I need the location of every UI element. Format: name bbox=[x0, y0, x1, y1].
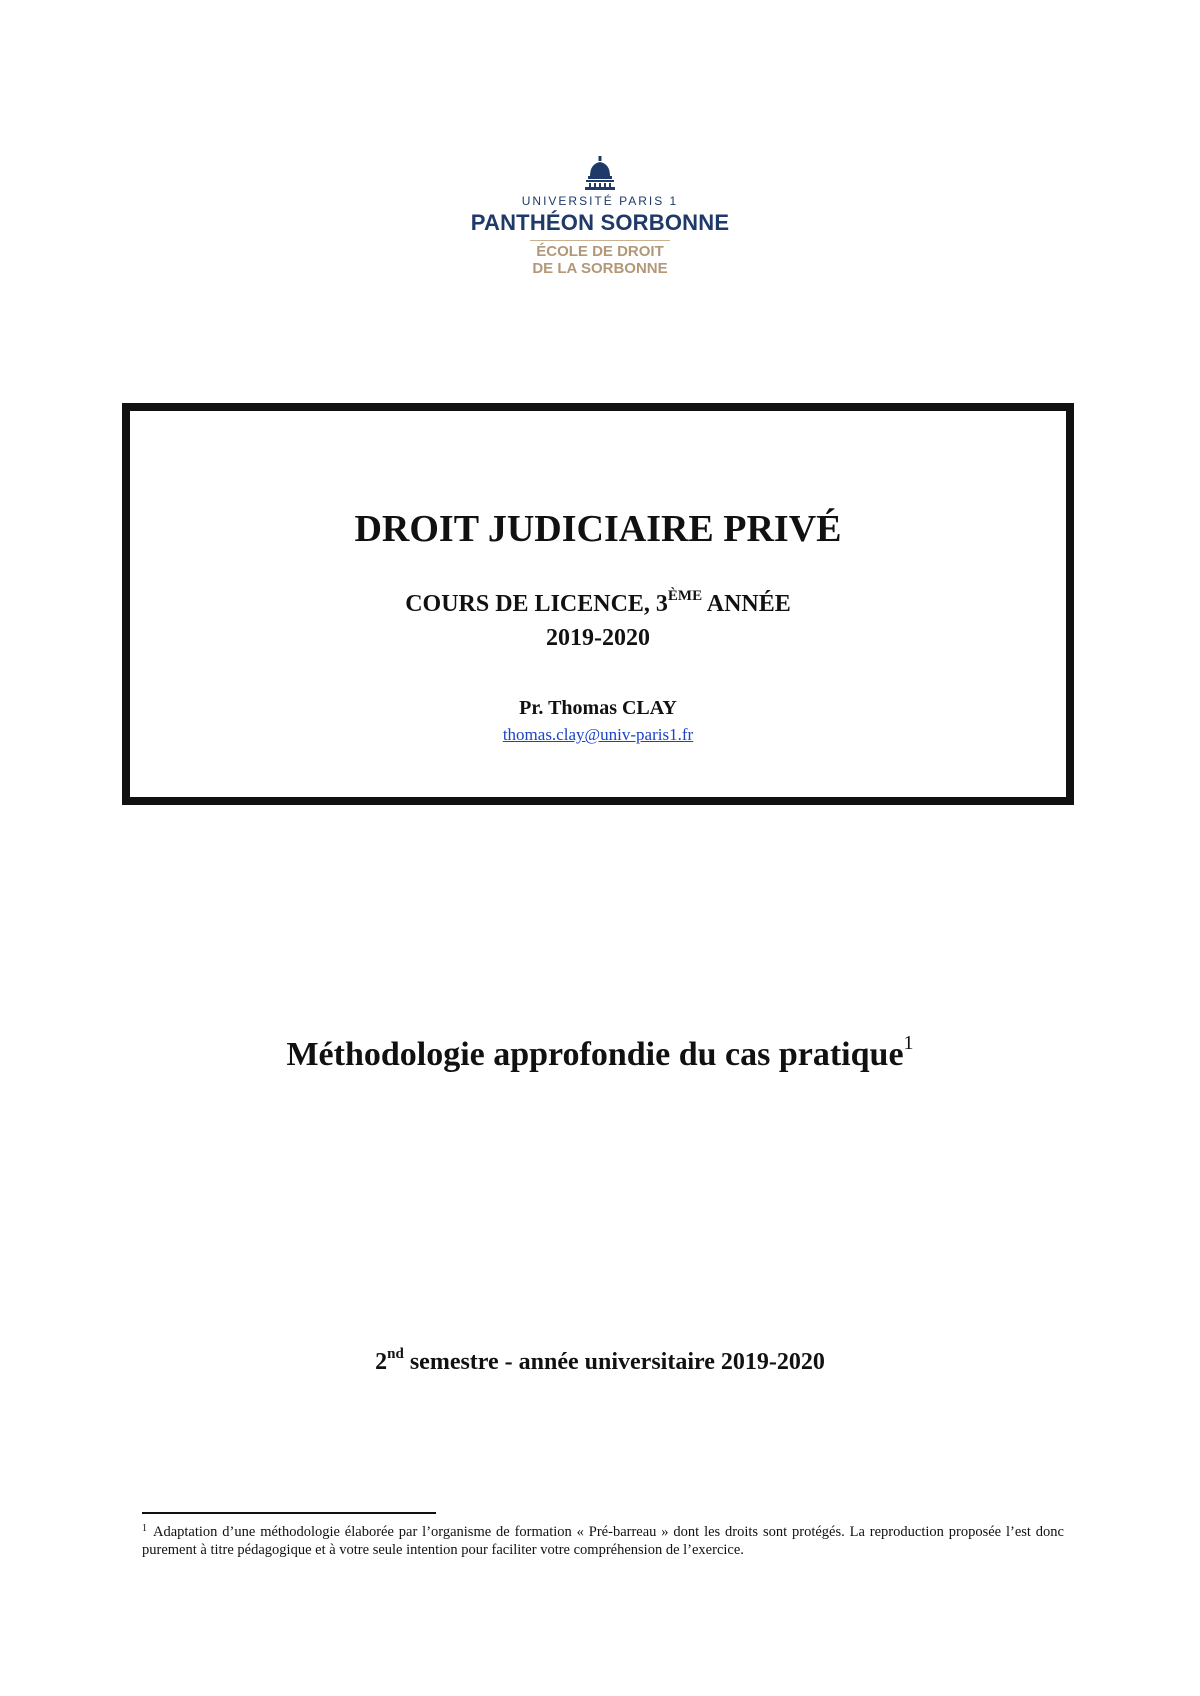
course-title: DROIT JUDICIAIRE PRIVÉ bbox=[354, 508, 842, 550]
document-subject bbox=[0, 1032, 1200, 1074]
course-suffix: ANNÉE bbox=[702, 591, 791, 617]
footnote-reference[interactable]: 1 bbox=[903, 1032, 914, 1054]
title-frame bbox=[122, 403, 1074, 805]
logo-name: PANTHÉON SORBONNE bbox=[470, 210, 730, 235]
semester-superscript: nd bbox=[387, 1346, 404, 1362]
professor-name: Pr. Thomas CLAY bbox=[519, 697, 677, 719]
course-level bbox=[130, 588, 1066, 618]
semester-line bbox=[0, 1346, 1200, 1376]
university-logo bbox=[430, 156, 770, 277]
professor-email bbox=[130, 725, 1066, 745]
pantheon-dome-icon bbox=[583, 156, 617, 190]
footnote-separator bbox=[142, 1512, 436, 1514]
logo-university: UNIVERSITÉ PARIS 1 bbox=[521, 194, 679, 208]
semester-number: 2 bbox=[375, 1349, 388, 1375]
course-prefix: COURS DE LICENCE, 3 bbox=[405, 591, 668, 617]
footnote bbox=[142, 1520, 1064, 1559]
logo-school-line1: ÉCOLE DE DROIT bbox=[536, 243, 664, 260]
logo-divider bbox=[530, 240, 670, 241]
subject-title: Méthodologie approfondie du cas pratique bbox=[286, 1036, 904, 1073]
semester-text: semestre - année universitaire 2019-2020 bbox=[403, 1349, 825, 1375]
logo-school-line2: DE LA SORBONNE bbox=[532, 260, 668, 277]
academic-years: 2019-2020 bbox=[546, 625, 650, 651]
course-superscript: ÈME bbox=[667, 588, 703, 604]
footnote-marker: 1 bbox=[142, 1523, 147, 1534]
footnote-text: Adaptation d’une méthodologie élaborée par l’organisme de formation « Pré-barreau » dont les droits sont protégés. La reproduction proposée l’est donc purement à titre pédagogique et à votre seule intention pour faciliter votre compréhension de l’exercice. bbox=[142, 1524, 1064, 1558]
email-link[interactable]: thomas.clay@univ-paris1.fr bbox=[502, 725, 694, 744]
